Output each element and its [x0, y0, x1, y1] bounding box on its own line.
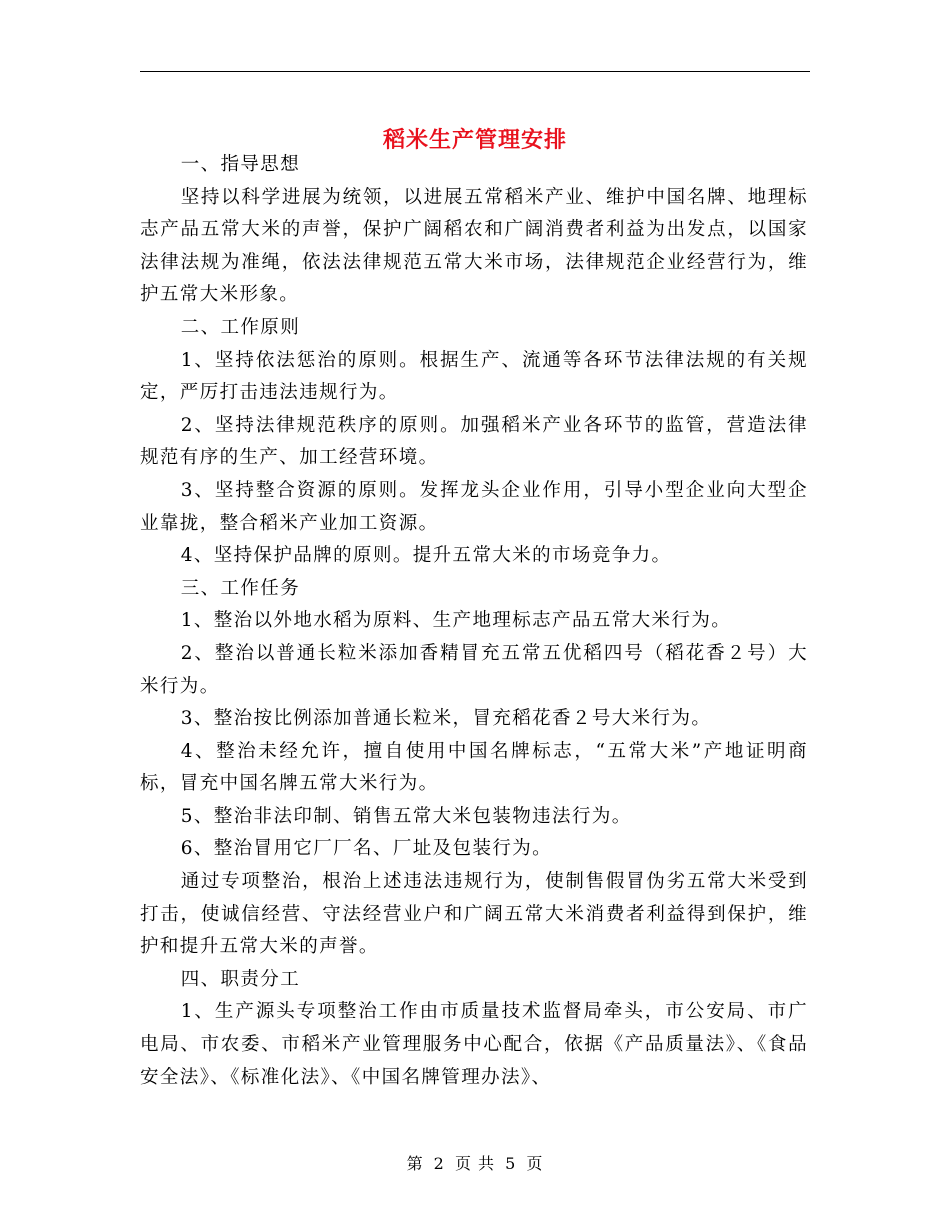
paragraph: 4、整治未经允许，擅自使用中国名牌标志，“五常大米”产地证明商标，冒充中国名牌五常大米行为。 [140, 740, 808, 795]
total-pages-number: 5 [505, 1154, 517, 1173]
document-body [140, 149, 808, 1094]
paragraph: 4、坚持保护品牌的原则。提升五常大米的市场竞争力。 [180, 545, 672, 567]
section-heading-guiding-ideology: 一、指导思想 [180, 154, 301, 175]
footer-prefix: 第 [406, 1154, 424, 1173]
paragraph: 6、整治冒用它厂厂名、厂址及包装行为。 [180, 838, 553, 860]
paragraph: 通过专项整治，根治上述违法违规行为，使制售假冒伪劣五常大米受到打击，使诚信经营、守法经营业户和广阔五常大米消费者利益得到保护，维护和提升五常大米的声誉。 [140, 871, 808, 958]
paragraph: 3、坚持整合资源的原则。发挥龙头企业作用，引导小型企业向大型企业靠拢，整合稻米产业加工资源。 [140, 479, 808, 534]
current-page-number: 2 [433, 1154, 445, 1173]
paragraph: 3、整治按比例添加普通长粒米，冒充稻花香２号大米行为。 [180, 708, 712, 730]
paragraph: 2、坚持法律规范秩序的原则。加强稻米产业各环节的监管，营造法律规范有序的生产、加工经营环境。 [140, 414, 808, 469]
section-heading-work-tasks: 三、工作任务 [180, 577, 301, 599]
paragraph: 1、生产源头专项整治工作由市质量技术监督局牵头，市公安局、市广电局、市农委、市稻米产业管理服务中心配合，依据《产品质量法》、《食品安全法》、《标准化法》、《中国名牌管理办法》、 [140, 1001, 808, 1088]
footer-middle: 页 共 [454, 1154, 496, 1173]
document-title: 稻米生产管理安排 [382, 127, 567, 153]
footer-suffix: 页 [526, 1154, 544, 1173]
section-heading-responsibilities: 四、职责分工 [180, 968, 301, 990]
paragraph: 1、整治以外地水稻为原料、生产地理标志产品五常大米行为。 [180, 610, 732, 632]
paragraph: 5、整治非法印制、销售五常大米包装物违法行为。 [180, 805, 632, 827]
section-heading-work-principles: 二、工作原则 [180, 316, 301, 338]
paragraph: 2、整治以普通长粒米添加香精冒充五常五优稻四号（稻花香２号）大米行为。 [140, 642, 808, 697]
page-footer [0, 1152, 950, 1176]
paragraph: 坚持以科学进展为统领，以进展五常稻米产业、维护中国名牌、地理标志产品五常大米的声誉，保护广阔稻农和广阔消费者利益为出发点，以国家法律法规为准绳，依法法律规范五常大米市场，法律规范企业经营行为，维护五常大米形象。 [140, 186, 808, 306]
paragraph: 1、坚持依法惩治的原则。根据生产、流通等各环节法律法规的有关规定，严厉打击违法违规行为。 [140, 349, 808, 404]
header-rule [140, 71, 810, 72]
